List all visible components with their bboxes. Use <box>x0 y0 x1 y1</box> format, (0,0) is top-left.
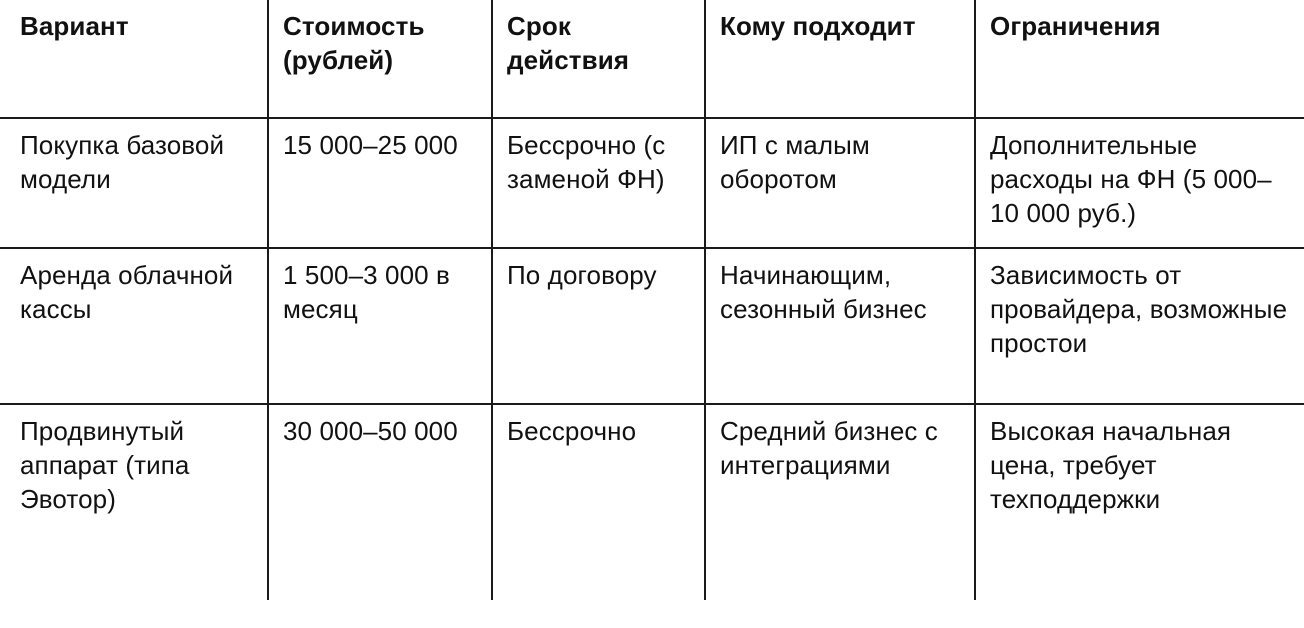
column-header-limits-label: Ограничения <box>990 11 1161 41</box>
cell-option <box>0 118 268 248</box>
cell-term-text: Бессрочно (с заменой ФН) <box>507 130 666 194</box>
cell-option-text: Покупка базовой модели <box>20 130 225 194</box>
cell-term-text: По договору <box>507 260 657 290</box>
cell-audience-text: ИП с малым оборотом <box>720 130 870 194</box>
table-row <box>0 404 1304 600</box>
column-header-audience-label: Кому подходит <box>720 11 916 41</box>
cell-limits-text: Дополнительные расходы на ФН (5 000–10 000 руб.) <box>990 130 1272 228</box>
table-body <box>0 118 1304 600</box>
cell-option <box>0 248 268 404</box>
cell-option <box>0 404 268 600</box>
cell-cost-text: 15 000–25 000 <box>283 130 458 160</box>
cell-audience <box>705 404 975 600</box>
cell-term <box>492 404 705 600</box>
cell-term <box>492 118 705 248</box>
cell-audience-text: Начинающим, сезонный бизнес <box>720 260 927 324</box>
cell-limits <box>975 404 1304 600</box>
cell-limits-text: Зависимость от провайдера, возможные простои <box>990 260 1288 358</box>
cell-term-text: Бессрочно <box>507 416 637 446</box>
column-header-term <box>492 0 705 118</box>
cell-limits <box>975 248 1304 404</box>
cell-audience <box>705 248 975 404</box>
cell-option-text: Аренда облачной кассы <box>20 260 234 324</box>
cell-term <box>492 248 705 404</box>
cell-cost <box>268 404 492 600</box>
cell-limits <box>975 118 1304 248</box>
cell-audience <box>705 118 975 248</box>
column-header-limits <box>975 0 1304 118</box>
table-header <box>0 0 1304 118</box>
table-row <box>0 118 1304 248</box>
cell-cost-text: 30 000–50 000 <box>283 416 458 446</box>
column-header-term-label: Срок действия <box>507 11 630 75</box>
cell-option-text: Продвинутый аппарат (типа Эвотор) <box>20 416 190 514</box>
cell-limits-text: Высокая начальная цена, требует техподдержки <box>990 416 1232 514</box>
cell-cost <box>268 118 492 248</box>
column-header-cost <box>268 0 492 118</box>
table-row <box>0 248 1304 404</box>
column-header-option-label: Вариант <box>20 11 129 41</box>
cell-cost-text: 1 500–3 000 в месяц <box>283 260 450 324</box>
table-header-row <box>0 0 1304 118</box>
cell-audience-text: Средний бизнес с интеграциями <box>720 416 938 480</box>
column-header-option <box>0 0 268 118</box>
column-header-cost-label: Стоимость (рублей) <box>283 11 425 75</box>
column-header-audience <box>705 0 975 118</box>
cell-cost <box>268 248 492 404</box>
